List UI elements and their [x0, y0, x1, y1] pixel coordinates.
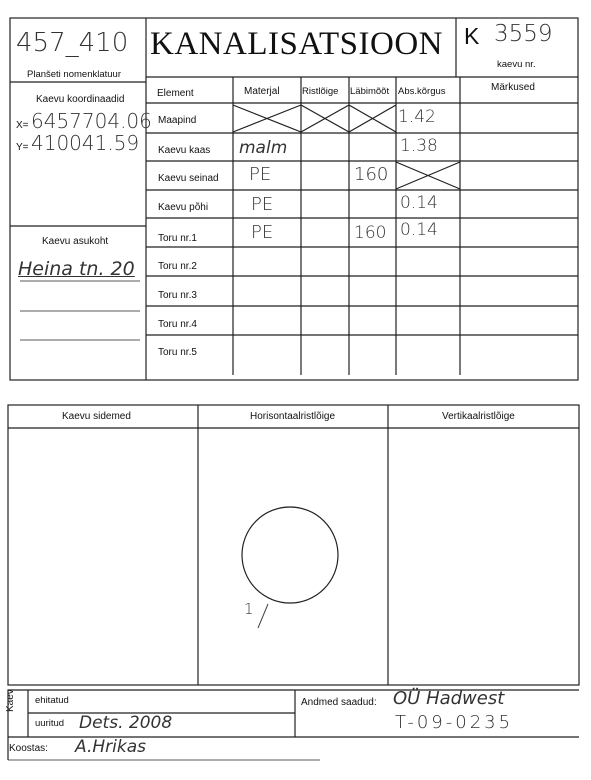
col-header-connections: Kaevu sidemed [62, 411, 131, 422]
th-markused: Märkused [491, 82, 535, 93]
th-ristloige: Ristlõige [302, 86, 339, 97]
pipe-mark: 1 [244, 600, 254, 618]
sheet-number: 457_410 [16, 28, 129, 58]
coord-y-value: 410041.59 [31, 131, 140, 155]
row-element-1: Maapind [158, 115, 197, 126]
row5-labimoot: 160 [354, 223, 387, 243]
built-label: ehitatud [35, 695, 69, 706]
sheet-label: Planšeti nomenklatuur [27, 69, 121, 80]
data-from-ref: T-09-0235 [395, 712, 514, 733]
well-label: kaevu nr. [497, 59, 536, 70]
data-from-company: OÜ Hadwest [393, 688, 505, 709]
coord-y-prefix: Y= [16, 142, 29, 153]
row-element-2: Kaevu kaas [158, 145, 211, 156]
row4-materjal: PE [251, 194, 274, 215]
row-element-7: Toru nr.3 [158, 290, 197, 301]
row4-abs: 0.14 [400, 193, 438, 213]
row2-abs: 1.38 [400, 136, 438, 156]
row5-abs: 0.14 [400, 220, 438, 240]
author-label: Koostas: [9, 743, 48, 754]
page-title: KANALISATSIOON [150, 26, 443, 62]
data-from-label: Andmed saadud: [301, 697, 377, 708]
row-element-4: Kaevu põhi [158, 202, 209, 213]
surveyed-value: Dets. 2008 [79, 713, 173, 733]
col-header-horizontal: Horisontaalristlõige [250, 411, 336, 422]
well-prefix: K [464, 23, 480, 49]
row-element-8: Toru nr.4 [158, 319, 197, 330]
row-element-9: Toru nr.5 [158, 347, 197, 358]
row-element-5: Toru nr.1 [158, 233, 197, 244]
row2-materjal: malm [239, 138, 288, 158]
coordinates-label: Kaevu koordinaadid [36, 94, 125, 105]
row1-abs: 1.42 [398, 107, 436, 127]
th-abs-korgus: Abs.kõrgus [398, 86, 446, 97]
location-value: Heina tn. 20 [18, 258, 135, 280]
row3-labimoot: 160 [354, 164, 389, 185]
row-element-3: Kaevu seinad [158, 173, 219, 184]
th-labimoot: Läbimõõt [350, 86, 390, 97]
row5-materjal: PE [251, 222, 274, 243]
row-element-6: Toru nr.2 [158, 261, 197, 272]
row3-materjal: PE [249, 164, 272, 185]
surveyed-label: uuritud [35, 718, 65, 729]
th-element: Element [157, 88, 194, 99]
coord-x-prefix: X= [16, 120, 29, 131]
well-number: 3559 [494, 21, 553, 47]
th-materjal: Materjal [244, 86, 280, 97]
author-value: A.Hrikas [75, 737, 146, 757]
col-header-vertical: Vertikaalristlõige [442, 411, 515, 422]
location-label: Kaevu asukoht [42, 236, 109, 247]
coord-x-value: 6457704.06 [31, 109, 152, 133]
footer-side-label: Kaev [5, 689, 16, 712]
